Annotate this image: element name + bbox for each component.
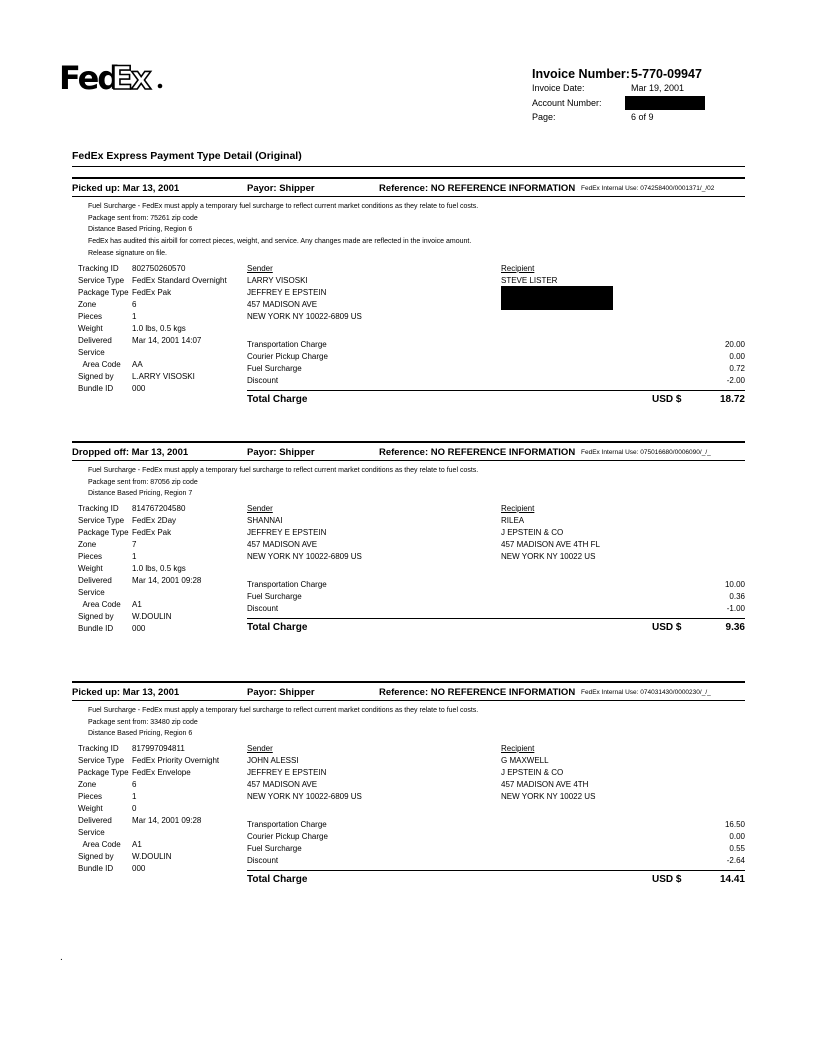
field-label: Package Type	[78, 528, 129, 538]
field-value: FedEx Standard Overnight	[132, 275, 227, 285]
note-line: Distance Based Pricing, Region 6	[88, 226, 193, 234]
charge-label: Discount	[247, 375, 279, 385]
field-value: 1	[132, 792, 137, 802]
sender-block	[247, 503, 362, 563]
note-line: Fuel Surcharge - FedEx must apply a temporary fuel surcharge to reflect current market conditions as they relate to fuel costs.	[88, 467, 479, 474]
sender-line: SHANNAI	[247, 516, 283, 526]
shipment-values	[132, 743, 219, 875]
shipment-internal-use: FedEx Internal Use: 074031430/0000230/_/_	[581, 689, 711, 696]
invoice-date: Mar 19, 2001	[631, 83, 685, 93]
recipient-line: J EPSTEIN & CO	[501, 528, 564, 538]
recipient-line: NEW YORK NY 10022 US	[501, 552, 596, 562]
sender-line: LARRY VISOSKI	[247, 275, 308, 285]
field-label: Signed by	[78, 612, 114, 622]
shipment-block	[0, 441, 816, 701]
charge-label: Courier Pickup Charge	[247, 351, 328, 361]
field-value: 7	[132, 540, 137, 550]
charge-amount: 10.00	[724, 580, 745, 590]
invoice-date-label: Invoice Date:	[532, 83, 585, 93]
total-charge-amount: 9.36	[725, 622, 745, 634]
shipment-payor: Payor: Shipper	[247, 183, 315, 194]
sender-line: 457 MADISON AVE	[247, 540, 318, 550]
field-value: 1	[132, 311, 137, 321]
field-value	[132, 587, 201, 599]
shipment-values	[132, 503, 201, 635]
field-value: 000	[132, 383, 146, 393]
total-rule	[247, 390, 745, 391]
field-value: FedEx Pak	[132, 528, 172, 538]
field-value	[132, 347, 227, 359]
field-label: Area Code	[78, 840, 121, 850]
recipient-heading: Recipient	[501, 744, 535, 754]
recipient-address-redaction	[501, 286, 613, 310]
shipment-reference: Reference: NO REFERENCE INFORMATION	[379, 183, 576, 194]
field-label: Service	[78, 347, 105, 357]
total-charge-amount: 18.72	[719, 393, 745, 405]
charge-label: Fuel Surcharge	[247, 844, 302, 854]
field-label: Weight	[78, 323, 103, 333]
note-line: Package sent from: 75261 zip code	[88, 214, 198, 222]
field-label: Delivered	[78, 576, 112, 586]
charges-labels	[247, 819, 328, 867]
field-value	[132, 827, 219, 839]
sender-line: 457 MADISON AVE	[247, 780, 318, 790]
field-label: Tracking ID	[78, 504, 119, 514]
field-value: 817997094811	[132, 744, 185, 754]
recipient-heading: Recipient	[501, 263, 535, 273]
field-label: Signed by	[78, 852, 114, 862]
shipment-notes	[88, 705, 478, 740]
charges-amounts	[645, 819, 745, 867]
field-value: 6	[132, 780, 137, 790]
charge-label: Discount	[247, 604, 279, 614]
field-label: Service	[78, 588, 105, 598]
shipment-internal-use: FedEx Internal Use: 074258400/0001371/_/02	[581, 185, 715, 192]
shipment-values	[132, 263, 227, 395]
page-value: 6 of 9	[631, 112, 654, 122]
charge-amount: 0.00	[729, 832, 745, 842]
sender-heading: Sender	[247, 263, 273, 273]
total-rule	[247, 618, 745, 619]
charge-label: Courier Pickup Charge	[247, 832, 328, 842]
field-value: FedEx Envelope	[132, 768, 191, 778]
field-value: W.DOULIN	[132, 852, 172, 862]
sender-block	[247, 743, 362, 803]
recipient-line: J EPSTEIN & CO	[501, 768, 564, 778]
shipment-top-rule	[72, 681, 745, 683]
field-value: FedEx Pak	[132, 287, 172, 297]
recipient-line: 457 MADISON AVE 4TH FL	[501, 540, 600, 550]
shipment-top-rule	[72, 441, 745, 443]
shipment-labels	[78, 743, 129, 875]
charges-labels	[247, 339, 328, 387]
shipment-block	[0, 681, 816, 941]
charge-amount: 0.72	[729, 363, 745, 373]
field-label: Service Type	[78, 756, 125, 766]
field-label: Zone	[78, 299, 97, 309]
note-line: Package sent from: 33480 zip code	[88, 718, 198, 726]
sender-line: NEW YORK NY 10022-6809 US	[247, 792, 362, 802]
field-label: Signed by	[78, 371, 114, 381]
field-label: Tracking ID	[78, 744, 119, 754]
sender-line: JOHN ALESSI	[247, 756, 299, 766]
field-label: Pieces	[78, 552, 103, 562]
logo-fed-text: Fed	[59, 59, 119, 96]
recipient-line: G MAXWELL	[501, 756, 549, 766]
field-value: AA	[132, 359, 143, 369]
sender-line: JEFFREY E EPSTEIN	[247, 528, 327, 538]
account-number-label: Account Number:	[532, 98, 602, 108]
charges-labels	[247, 579, 327, 615]
field-value: Mar 14, 2001 09:28	[132, 816, 202, 826]
section-divider	[72, 166, 745, 167]
field-label: Package Type	[78, 287, 129, 297]
field-value: Mar 14, 2001 14:07	[132, 335, 202, 345]
total-charge-amount: 14.41	[719, 874, 745, 886]
charge-label: Transportation Charge	[247, 339, 327, 349]
field-label: Service Type	[78, 516, 125, 526]
charge-label: Transportation Charge	[247, 580, 327, 590]
footer-mark: .	[60, 952, 63, 963]
shipment-event: Picked up: Mar 13, 2001	[72, 687, 180, 698]
field-value: 6	[132, 299, 137, 309]
total-charge-label: Total Charge	[247, 393, 308, 405]
section-title: FedEx Express Payment Type Detail (Original)	[72, 150, 302, 162]
invoice-number: 5-770-09947	[631, 67, 702, 81]
charge-label: Transportation Charge	[247, 820, 327, 830]
charge-amount: 0.36	[729, 592, 745, 602]
sender-heading: Sender	[247, 504, 273, 514]
field-value: A1	[132, 840, 142, 850]
charge-label: Fuel Surcharge	[247, 363, 302, 373]
recipient-block	[501, 263, 613, 310]
note-line: FedEx has audited this airbill for correct pieces, weight, and service. Any changes made are reflected in the invoice amount.	[88, 238, 472, 246]
logo-ex-text: Ex	[111, 59, 150, 96]
shipment-internal-use: FedEx Internal Use: 075016680/0006090/_/_	[581, 449, 711, 456]
sender-heading: Sender	[247, 744, 273, 754]
total-currency: USD $	[652, 622, 682, 634]
account-number-redaction	[625, 96, 705, 110]
charge-amount: 20.00	[724, 339, 745, 349]
sender-line: 457 MADISON AVE	[247, 299, 318, 309]
field-label: Service Type	[78, 275, 125, 285]
charge-amount: -1.00	[726, 604, 745, 614]
total-charge-label: Total Charge	[247, 874, 308, 886]
sender-block	[247, 263, 362, 323]
field-value: 814767204580	[132, 504, 186, 514]
charge-amount: -2.00	[726, 375, 745, 385]
note-line: Distance Based Pricing, Region 7	[88, 490, 193, 498]
field-value: Mar 14, 2001 09:28	[132, 576, 202, 586]
field-label: Area Code	[78, 600, 121, 610]
note-line: Fuel Surcharge - FedEx must apply a temporary fuel surcharge to reflect current market conditions as they relate to fuel costs.	[88, 203, 479, 210]
field-value: L.ARRY VISOSKI	[132, 371, 195, 381]
shipment-header-rule	[72, 700, 745, 701]
charge-amount: 0.00	[729, 351, 745, 361]
shipment-payor: Payor: Shipper	[247, 447, 315, 458]
recipient-line: 457 MADISON AVE 4TH	[501, 780, 589, 790]
field-label: Bundle ID	[78, 383, 114, 393]
field-value: 0	[132, 804, 137, 814]
field-label: Zone	[78, 780, 97, 790]
field-label: Bundle ID	[78, 864, 114, 874]
recipient-block	[501, 743, 595, 803]
shipment-header-rule	[72, 460, 745, 461]
field-value: 000	[132, 864, 146, 874]
shipment-labels	[78, 263, 129, 395]
invoice-number-label: Invoice Number:	[532, 67, 630, 81]
sender-line: NEW YORK NY 10022-6809 US	[247, 311, 362, 321]
note-line: Fuel Surcharge - FedEx must apply a temporary fuel surcharge to reflect current market conditions as they relate to fuel costs.	[88, 707, 479, 714]
shipment-notes	[88, 465, 478, 500]
recipient-line: STEVE LISTER	[501, 275, 558, 285]
field-label: Bundle ID	[78, 624, 114, 634]
shipment-top-rule	[72, 177, 745, 179]
shipment-header-rule	[72, 196, 745, 197]
recipient-line: NEW YORK NY 10022 US	[501, 792, 596, 802]
field-label: Package Type	[78, 768, 129, 778]
field-label: Delivered	[78, 335, 112, 345]
charge-amount: -2.64	[726, 856, 745, 866]
shipment-event: Dropped off: Mar 13, 2001	[72, 447, 189, 458]
charge-label: Fuel Surcharge	[247, 592, 302, 602]
field-value: 1.0 lbs, 0.5 kgs	[132, 564, 186, 574]
charge-amount: 0.55	[729, 844, 745, 854]
field-value: FedEx Priority Overnight	[132, 756, 220, 766]
field-label: Pieces	[78, 311, 103, 321]
field-label: Service	[78, 828, 105, 838]
shipment-event: Picked up: Mar 13, 2001	[72, 183, 180, 194]
field-label: Tracking ID	[78, 263, 119, 273]
shipment-labels	[78, 503, 129, 635]
field-label: Delivered	[78, 816, 112, 826]
field-value: 1	[132, 552, 137, 562]
recipient-block	[501, 503, 600, 563]
shipment-block	[0, 177, 816, 437]
field-label: Weight	[78, 564, 103, 574]
total-currency: USD $	[652, 393, 682, 405]
field-value: FedEx 2Day	[132, 516, 177, 526]
charge-amount: 16.50	[724, 820, 745, 830]
recipient-heading: Recipient	[501, 504, 535, 514]
shipment-reference: Reference: NO REFERENCE INFORMATION	[379, 687, 576, 698]
charges-amounts	[645, 579, 745, 615]
note-line: Package sent from: 87056 zip code	[88, 478, 198, 486]
fedex-logo	[59, 58, 165, 96]
field-value: A1	[132, 600, 142, 610]
field-value: 000	[132, 624, 146, 634]
note-line: Release signature on file.	[88, 249, 167, 257]
page-label: Page:	[532, 112, 556, 122]
field-value: 802750260570	[132, 263, 186, 273]
field-label: Weight	[78, 804, 103, 814]
sender-line: NEW YORK NY 10022-6809 US	[247, 552, 362, 562]
field-label: Area Code	[78, 359, 121, 369]
field-value: 1.0 lbs, 0.5 kgs	[132, 323, 186, 333]
note-line: Distance Based Pricing, Region 6	[88, 730, 193, 738]
charge-label: Discount	[247, 856, 279, 866]
charges-amounts	[645, 339, 745, 387]
shipment-payor: Payor: Shipper	[247, 687, 315, 698]
total-rule	[247, 870, 745, 871]
field-value: W.DOULIN	[132, 612, 172, 622]
field-label: Zone	[78, 540, 97, 550]
shipment-reference: Reference: NO REFERENCE INFORMATION	[379, 447, 576, 458]
field-label: Pieces	[78, 792, 103, 802]
total-charge-label: Total Charge	[247, 622, 308, 634]
shipment-notes	[88, 201, 478, 260]
sender-line: JEFFREY E EPSTEIN	[247, 287, 327, 297]
total-currency: USD $	[652, 874, 682, 886]
recipient-line: RILEA	[501, 516, 525, 526]
sender-line: JEFFREY E EPSTEIN	[247, 768, 327, 778]
